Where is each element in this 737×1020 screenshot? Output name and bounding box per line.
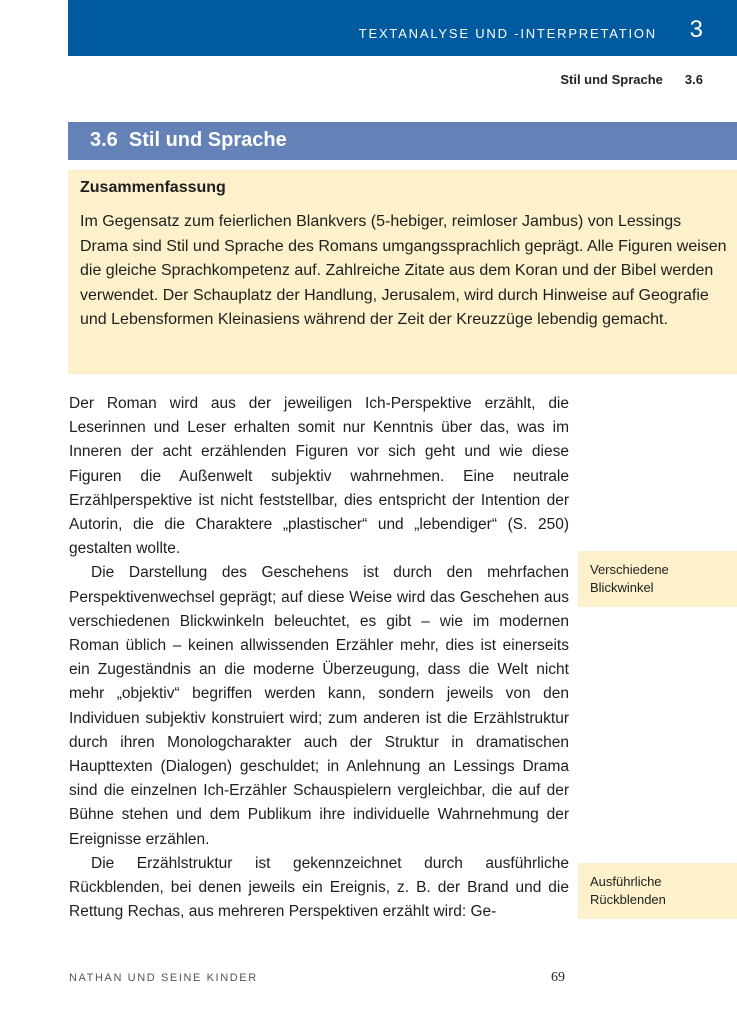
- summary-box: [68, 170, 737, 374]
- paragraph: Der Roman wird aus der jeweiligen Ich-Perspektive erzählt, die Leserinnen und Leser erhalten somit nur Kenntnis über das, was im Inneren der acht erzählenden Figuren vor sich geht und wie diese Figuren die Außenwelt subjektiv wahrnehmen. Eine neutrale Erzählperspektive ist nicht feststellbar, dies entspricht der Intention der Autorin, die die Charaktere „plastischer“ und „lebendiger“ (S. 250) gestalten wollte.: [69, 395, 569, 558]
- margin-note: Verschiedene Blickwinkel: [578, 551, 737, 607]
- paragraph: Die Darstellung des Geschehens ist durch den mehrfachen Perspektivenwechsel geprägt; auf diese Weise wird das Geschehen aus verschiedenen Blickwinkeln beleuchtet, es gibt – wie im modernen Roman üblich – keinen allwissenden Erzähler mehr, dies ist einerseits ein Zugeständnis an die moderne Überzeugung, dass die Welt nicht mehr „objektiv“ begriffen werden kann, sondern jeweils von den Individuen subjektiv konstruiert wird; zum anderen ist die Erzählstruktur durch ihren Monologcharakter auch der Struktur in dramatischen Haupttexten (Dialogen) geschuldet; in Anlehnung an Lessings Drama sind die einzelnen Ich-Erzähler Schauspielern vergleichbar, die auf der Bühne stehen und dem Publikum ihre individuelle Wahrnehmung der Ereignisse erzählen.: [69, 564, 569, 848]
- summary-text: Im Gegensatz zum feierlichen Blankvers (5-hebiger, reimloser Jambus) von Lessings Drama sind Stil und Sprache des Romans umgangssprachlich geprägt. Alle Figuren weisen die gleiche Sprachkompetenz auf. Zahlreiche Zitate aus dem Koran und der Bibel werden verwendet. Der Schauplatz der Handlung, Jerusalem, wird durch Hinweise auf Geografie und Lebensformen Kleinasiens während der Zeit der Kreuzzüge lebendig gemacht.: [80, 213, 727, 328]
- page-number: 69: [551, 970, 565, 985]
- chapter-title: TEXTANALYSE UND -INTERPRETATION: [358, 26, 657, 41]
- chapter-header-bar: [68, 0, 737, 56]
- footer-book-title: NATHAN UND SEINE KINDER: [69, 972, 258, 984]
- paragraph: Die Erzählstruktur ist gekennzeichnet durch ausführliche Rückblenden, bei denen jeweils ein Ereignis, z. B. der Brand und die Rettung Rechas, aus mehreren Perspektiven erzählt wird: Ge-: [69, 854, 569, 921]
- section-title: 3.6 Stil und Sprache: [90, 129, 287, 151]
- chapter-number: 3: [689, 16, 703, 43]
- section-heading-bar: [68, 122, 737, 160]
- margin-note: Ausführliche Rückblenden: [578, 863, 737, 919]
- running-head: [560, 72, 703, 87]
- summary-heading: Zusammenfassung: [80, 179, 226, 196]
- body-text: [69, 392, 569, 924]
- running-title: Stil und Sprache: [560, 72, 663, 87]
- running-number: 3.6: [684, 72, 703, 87]
